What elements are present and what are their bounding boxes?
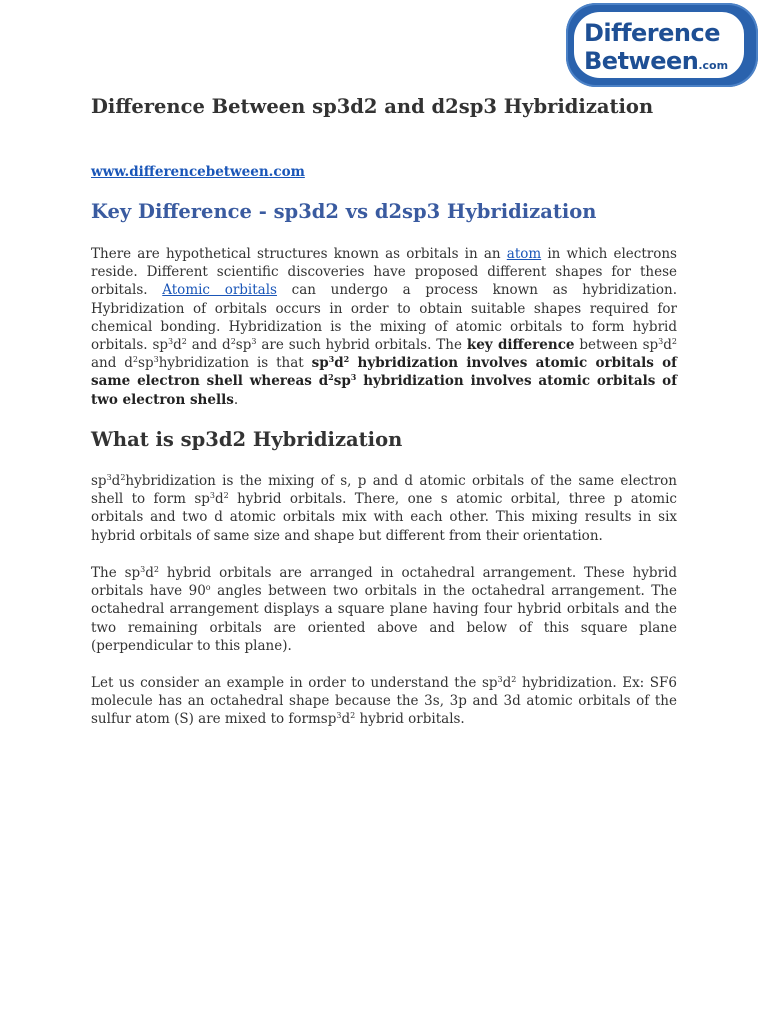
paragraph-intro: [91, 245, 677, 409]
text-span: sp: [235, 337, 252, 354]
section-heading-key-difference: Key Difference - sp3d2 vs d2sp3 Hybridization: [91, 200, 597, 223]
superscript: 3: [251, 337, 257, 347]
text-span: hybrid orbitals. There, one s atomic orbital, three p atomic orbitals and two d atomic orbitals mix with each other. This mixing results in six hybrid orbitals of same size and shape but different from their orientation.: [91, 491, 677, 544]
paragraph-definition: [91, 472, 677, 545]
superscript: 3: [328, 354, 335, 365]
superscript: 2: [230, 337, 236, 347]
superscript: 3: [209, 491, 215, 501]
text-span: hybrid orbitals are arranged in octahedral arrangement. These hybrid orbitals have 90: [91, 565, 677, 600]
superscript: 2: [328, 372, 334, 383]
text-span: d: [145, 565, 154, 581]
text-span: angles between two orbitals in the octahedral arrangement. The octahedral arrangement displays a square plane having four hybrid orbitals and the two remaining orbitals are oriented above and below of this square plane (perpendicular to this plane).: [91, 583, 677, 654]
superscript: 3: [350, 372, 357, 383]
superscript: 2: [132, 355, 139, 365]
superscript: 3: [497, 675, 503, 684]
text-span: can undergo a process known as hybridization. Hybridization of orbitals occurs in order to obtain suitable shapes required for chemical bonding. Hybridization is the mixing of atomic orbitals to form hybrid orbitals. sp: [91, 282, 677, 354]
text-span: d: [334, 355, 344, 372]
degree-sign: o: [205, 583, 211, 593]
text-span: between sp: [574, 337, 659, 354]
logo-badge: [574, 12, 744, 78]
logo-between-word: Between: [584, 47, 699, 75]
logo-text-between: [584, 48, 728, 79]
site-logo[interactable]: [566, 3, 758, 87]
document-title: Difference Between sp3d2 and d2sp3 Hybridization: [91, 95, 654, 118]
text-span: are such hybrid orbitals. The: [256, 337, 467, 354]
text-span: hybridization involves atomic orbitals of two electron shells: [91, 373, 677, 408]
text-span: hybridization is that: [158, 355, 312, 372]
paragraph-arrangement: [91, 564, 677, 655]
text-span: in which electrons reside. Different scientific discoveries have proposed different shapes for these orbitals.: [91, 246, 677, 299]
bold-key-difference: key difference: [466, 337, 575, 354]
logo-dotcom: .com: [698, 59, 729, 72]
text-span: Let us consider an example in order to understand the sp: [91, 675, 498, 691]
text-span: d: [214, 491, 224, 508]
superscript: 2: [511, 675, 517, 684]
superscript: 2: [350, 711, 356, 721]
text-span: d: [663, 337, 672, 354]
superscript: 3: [336, 711, 342, 721]
paragraph-example: [91, 674, 677, 729]
text-span: and d: [91, 355, 133, 372]
superscript: 3: [106, 473, 112, 482]
superscript: 2: [120, 473, 126, 482]
superscript: 3: [140, 565, 146, 574]
text-span: sp: [91, 473, 107, 489]
link-atomic-orbitals[interactable]: Atomic orbitals: [162, 282, 277, 299]
superscript: 3: [153, 355, 159, 365]
section-heading-what-is-sp3d2: What is sp3d2 Hybridization: [91, 428, 403, 451]
text-span: sp: [333, 373, 351, 390]
superscript: 3: [168, 337, 174, 347]
text-span: sp: [311, 355, 329, 372]
text-span: sp: [138, 355, 154, 372]
text-span: .: [233, 391, 239, 408]
superscript: 2: [223, 491, 229, 501]
superscript: 3: [658, 337, 664, 347]
source-url-link[interactable]: www.differencebetween.com: [91, 164, 305, 180]
superscript: 2: [343, 354, 350, 365]
link-atom[interactable]: atom: [506, 246, 542, 262]
text-span: d: [173, 337, 182, 354]
text-span: d: [111, 473, 121, 489]
text-span: The sp: [91, 565, 141, 581]
text-span: There are hypothetical structures known as orbitals in an: [91, 246, 507, 262]
text-span: hybridization is the mixing of s, p and d atomic orbitals of the same electron shell to form sp: [91, 473, 677, 508]
text-span: hybridization. Ex: SF6 molecule has an octahedral shape because the 3s, 3p and 3d atomic orbitals of the sulfur atom (S) are mixed to formsp: [91, 675, 677, 728]
superscript: 2: [181, 337, 187, 347]
superscript: 2: [153, 565, 159, 574]
text-span: and d: [186, 337, 231, 354]
text-span: hybrid orbitals.: [355, 711, 465, 728]
text-span: d: [341, 711, 351, 728]
logo-text-difference: Difference: [584, 19, 721, 47]
text-span: hybridization involves atomic orbitals of same electron shell whereas d: [91, 355, 677, 390]
text-span: d: [502, 675, 512, 691]
superscript: 2: [671, 337, 678, 347]
